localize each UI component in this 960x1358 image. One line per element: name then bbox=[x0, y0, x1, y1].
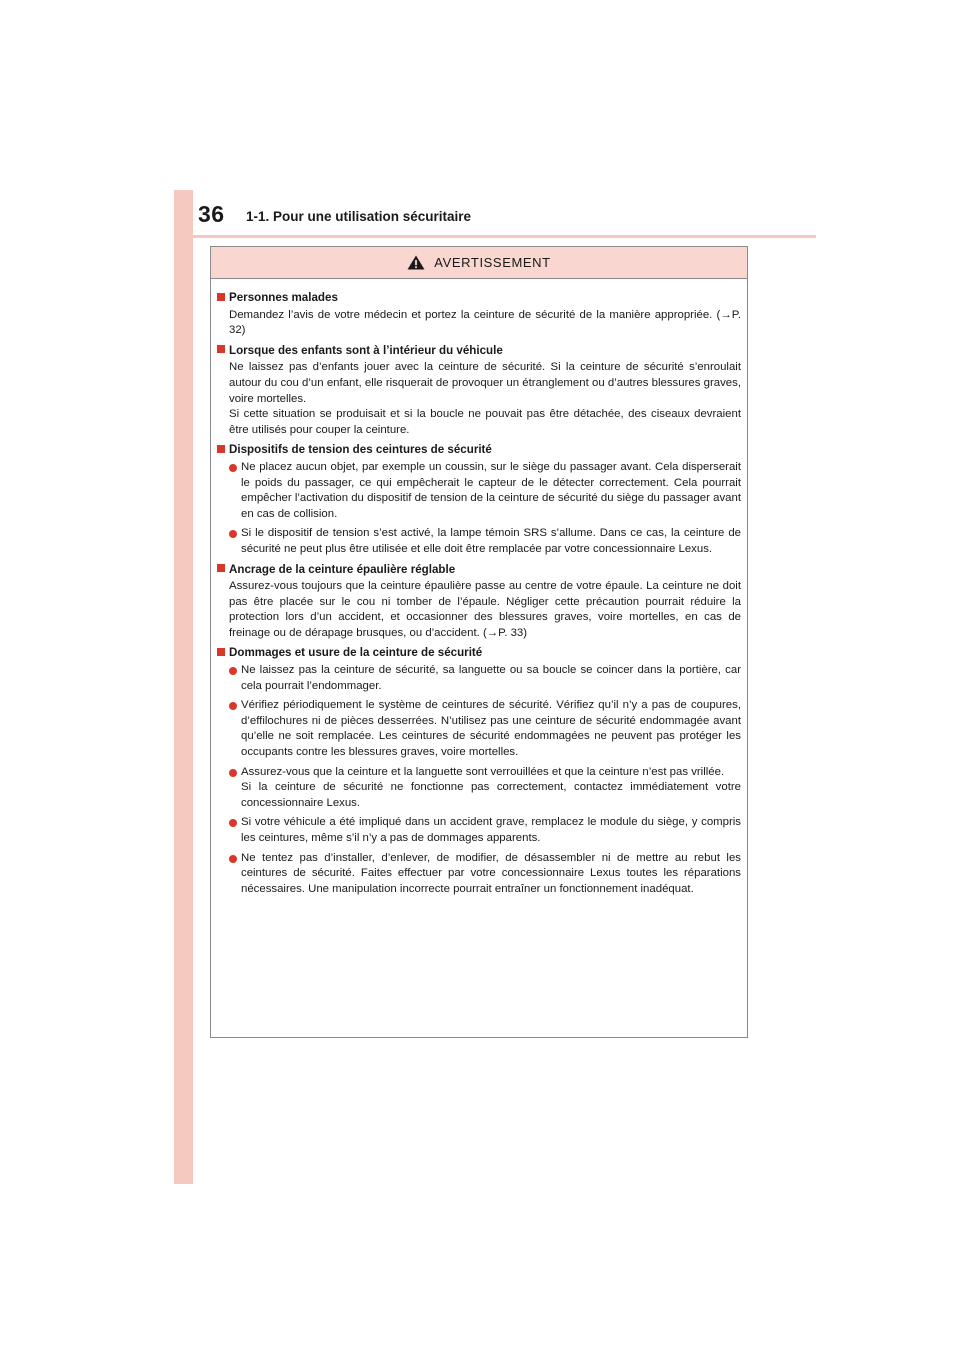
warning-header bbox=[211, 247, 747, 279]
bullet-item bbox=[217, 663, 741, 694]
section-heading bbox=[217, 442, 741, 458]
round-bullet-icon bbox=[229, 819, 237, 827]
section-paragraph: Assurez-vous toujours que la ceinture épaulière passe au centre de votre épaule. La ceinture ne doit pas être placée sur le cou ni tomber de l’épaule. Négliger cette précaution pourrait réduire la protection lors d’un accident, et occasionner des blessures graves, voire mortelles, en cas de freinage ou de dérapage brusques, ou d’accident. (→P. 33) bbox=[229, 580, 741, 639]
square-bullet-icon bbox=[217, 564, 225, 572]
square-bullet-icon bbox=[217, 648, 225, 656]
bullet-text: Assurez-vous que la ceinture et la languette sont verrouillées et que la ceinture n’est pas vrillée. Si la ceinture de sécurité ne fonctionne pas correctement, contactez immédiatement votre concessionnaire Lexus. bbox=[241, 765, 741, 809]
bullet-text: Ne tentez pas d’installer, d’enlever, de modifier, de désassembler ni de mettre au rebut les ceintures de sécurité. Faites effectuer par votre concessionnaire Lexus toutes les réparations nécessaires. Une manipulation incorrecte pourrait entraîner un fonctionnement inadéquat. bbox=[241, 851, 741, 895]
warning-section bbox=[217, 442, 741, 557]
warning-section bbox=[217, 562, 741, 642]
round-bullet-icon bbox=[229, 464, 237, 472]
bullet-text: Si votre véhicule a été impliqué dans un accident grave, remplacez le module du siège, y compris les ceintures, même s’il n’y a pas de dommages apparents. bbox=[241, 816, 741, 844]
section-heading bbox=[217, 645, 741, 661]
warning-section bbox=[217, 343, 741, 439]
section-heading bbox=[217, 562, 741, 578]
bullet-text: Ne placez aucun objet, par exemple un coussin, sur le siège du passager avant. Cela disperserait le poids du passager, ce qui empêcherait le capteur de le détecter correctement. Cela pourrait empêcher l’activation du dispositif de tension de la ceinture de sécurité du siège du passager avant en cas de collision. bbox=[241, 460, 741, 520]
bullet-item bbox=[217, 851, 741, 898]
round-bullet-icon bbox=[229, 530, 237, 538]
bullet-item bbox=[217, 815, 741, 846]
section-paragraph: Si cette situation se produisait et si la boucle ne pouvait pas être détachée, des ciseaux devraient être utilisés pour couper la ceinture. bbox=[229, 408, 741, 436]
section-title: 1-1. Pour une utilisation sécuritaire bbox=[246, 209, 472, 224]
section-heading-text: Dispositifs de tension des ceintures de sécurité bbox=[229, 443, 492, 457]
warning-title: AVERTISSEMENT bbox=[434, 255, 551, 270]
section-heading-text: Lorsque des enfants sont à l’intérieur du véhicule bbox=[229, 343, 503, 357]
warning-section bbox=[217, 645, 741, 897]
round-bullet-icon bbox=[229, 667, 237, 675]
section-paragraph: Demandez l’avis de votre médecin et portez la ceinture de sécurité de la manière appropriée. (→P. 32) bbox=[229, 308, 741, 337]
warning-section bbox=[217, 290, 741, 339]
bullet-text: Si le dispositif de tension s’est activé, la lampe témoin SRS s’allume. Dans ce cas, la ceinture de sécurité ne peut plus être utilisée et elle doit être remplacée par votre concessionnaire Lexus. bbox=[241, 527, 741, 555]
section-heading-text: Ancrage de la ceinture épaulière réglable bbox=[229, 562, 456, 576]
section-heading bbox=[217, 290, 741, 306]
bullet-item bbox=[217, 765, 741, 812]
bullet-item bbox=[217, 698, 741, 760]
square-bullet-icon bbox=[217, 445, 225, 453]
page-number: 36 bbox=[198, 201, 225, 227]
round-bullet-icon bbox=[229, 702, 237, 710]
round-bullet-icon bbox=[229, 855, 237, 863]
warning-triangle-icon bbox=[407, 255, 425, 270]
section-heading-text: Dommages et usure de la ceinture de sécurité bbox=[229, 646, 483, 660]
square-bullet-icon bbox=[217, 345, 225, 353]
bullet-text: Ne laissez pas la ceinture de sécurité, sa languette ou sa boucle se coincer dans la portière, car cela pourrait l’endommager. bbox=[241, 664, 741, 692]
round-bullet-icon bbox=[229, 769, 237, 777]
warning-body bbox=[211, 279, 747, 897]
bullet-text: Vérifiez périodiquement le système de ceintures de sécurité. Vérifiez qu’il n’y a pas de coupures, d’effilochures ni de pièces desserrées. N’utilisez pas une ceinture de sécurité endommagée avant qu’elle ne soit remplacée. Les ceintures de sécurité endommagées ne peuvent pas protéger les occupants contre les blessures graves, voire mortelles. bbox=[241, 699, 741, 759]
margin-band bbox=[174, 190, 193, 1184]
square-bullet-icon bbox=[217, 293, 225, 301]
section-paragraph: Ne laissez pas d’enfants jouer avec la ceinture de sécurité. Si la ceinture de sécurité s’enroulait autour du cou d’un enfant, elle risquerait de provoquer un étranglement ou d’autres blessures graves, voire mortelles. bbox=[229, 361, 741, 405]
section-heading bbox=[217, 343, 741, 359]
warning-box bbox=[210, 246, 748, 1038]
header-rule bbox=[174, 235, 816, 238]
bullet-item bbox=[217, 460, 741, 522]
section-heading-text: Personnes malades bbox=[229, 291, 338, 304]
bullet-item bbox=[217, 526, 741, 557]
